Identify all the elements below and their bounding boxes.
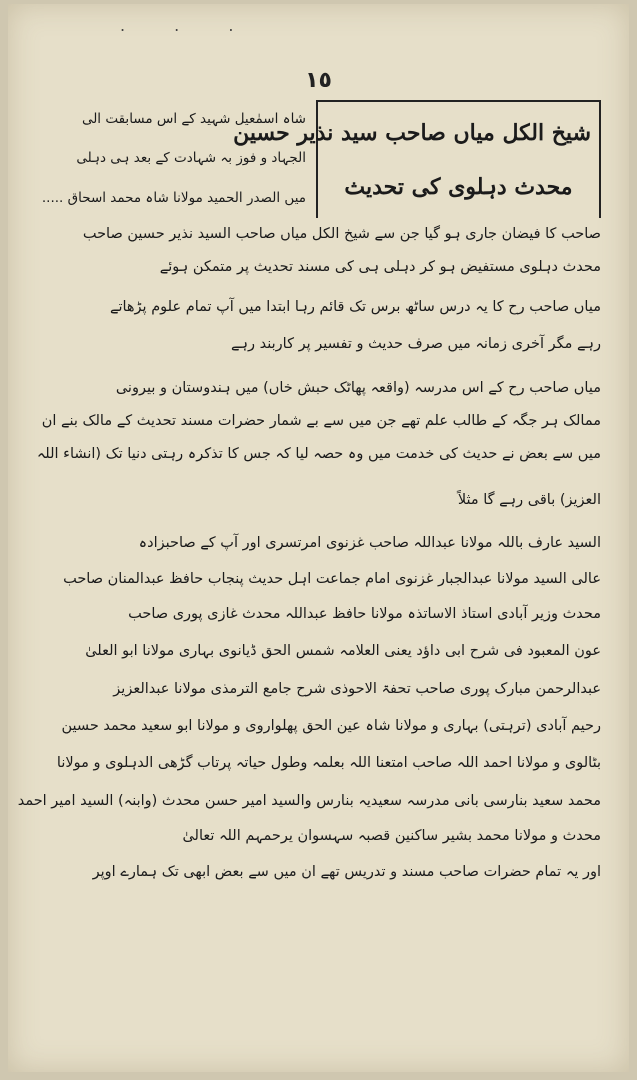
heading-block: [38, 100, 601, 218]
body-line: عالی السید مولانا عبدالجبار غزنوی امام جماعت اہل حدیث پنجاب حافظ عبدالمنان صاحب: [63, 570, 601, 587]
heading-side-text: [38, 100, 316, 218]
side-line: الجہاد و فوز بہ شہادت کے بعد ہی دہلی: [76, 150, 306, 167]
body-line: محدث وزیر آبادی استاذ الاساتذہ مولانا حافظ عبداللہ محدث غازی پوری صاحب: [128, 605, 601, 622]
body-line: عون المعبود فی شرح ابی داؤد یعنی العلامہ شمس الحق ڈیانوی بہاری مولانا ابو العلیٰ: [85, 643, 601, 660]
body-line: میاں صاحب رح کا یہ درس ساٹھ برس تک قائم رہا ابتدا میں آپ تمام علوم پڑھاتے: [109, 298, 601, 315]
top-dots: . . .: [120, 16, 256, 35]
body-line: میں سے بعض نے حدیث کی خدمت میں وہ حصہ لیا کہ جس کا تذکرہ رہتی دنیا تک (انشاء اللہ: [36, 446, 601, 463]
body-line: رہے مگر آخری زمانہ میں صرف حدیث و تفسیر پر کاربند رہے: [231, 336, 601, 353]
body-line: رحیم آبادی (ترہتی) بہاری و مولانا شاہ عین الحق پھلواروی و مولانا ابو سعید محمد حسین: [61, 718, 601, 735]
body-line: عبدالرحمن مبارک پوری صاحب تحفۃ الاحوذی شرح جامع الترمذی مولانا عبدالعزیز: [113, 680, 601, 697]
body-line: اور یہ تمام حضرات صاحب مسند و تدریس تھے ان میں سے بعض ابھی تک ہمارے اوپر: [92, 863, 601, 880]
body-line: العزیز) باقی رہے گا مثلاً: [457, 491, 601, 508]
chapter-title-line-2: محدث دہلوی کی تحدیث: [344, 173, 573, 200]
body-line: میاں صاحب رح کے اس مدرسہ (واقعہ پھاٹک حبش خاں) میں ہندوستان و بیرونی: [115, 379, 601, 396]
page-content: [17, 100, 601, 881]
body-line: صاحب کا فیضان جاری ہو گیا جن سے شیخ الکل میاں صاحب السید نذیر حسین صاحب: [82, 226, 601, 242]
body-line: بٹالوی و مولانا احمد اللہ صاحب امتعنا اللہ بعلمہ وطول حیاتہ پرتاب گڑھی الدہلوی و مولانا: [56, 755, 601, 772]
chapter-title-line-1: شیخ الکل میاں صاحب سید نذیر حسین: [233, 119, 591, 146]
body-line: محدث و مولانا محمد بشیر ساکنین قصبہ سہسوان یرحمہم اللہ تعالیٰ: [182, 828, 601, 845]
chapter-title-box: [233, 100, 601, 218]
book-page: [8, 4, 629, 1072]
body-line: السید عارف باللہ مولانا عبداللہ صاحب غزنوی امرتسری اور آپ کے صاحبزادہ: [138, 535, 601, 552]
body-text: [17, 226, 601, 881]
side-line: شاہ اسمٰعیل شہید کے اس مسابقت الی: [81, 110, 306, 127]
body-line: ممالک ہر جگہ کے طالب علم تھے جن میں سے بے شمار حضرات مسند تحدیث کے مالک بنے ان: [41, 412, 601, 429]
page-number: ١٥: [305, 68, 332, 93]
body-line: محمد سعید بنارسی بانی مدرسہ سعیدیہ بنارس والسید امیر حسن محدث (وابنہ) السید امیر احمد: [17, 792, 601, 809]
side-line: میں الصدر الحمید مولانا شاہ محمد اسحاق .....: [41, 189, 306, 206]
body-line: محدث دہلوی مستفیض ہو کر دہلی ہی کی مسند تحدیث پر متمکن ہوئے: [159, 259, 601, 276]
